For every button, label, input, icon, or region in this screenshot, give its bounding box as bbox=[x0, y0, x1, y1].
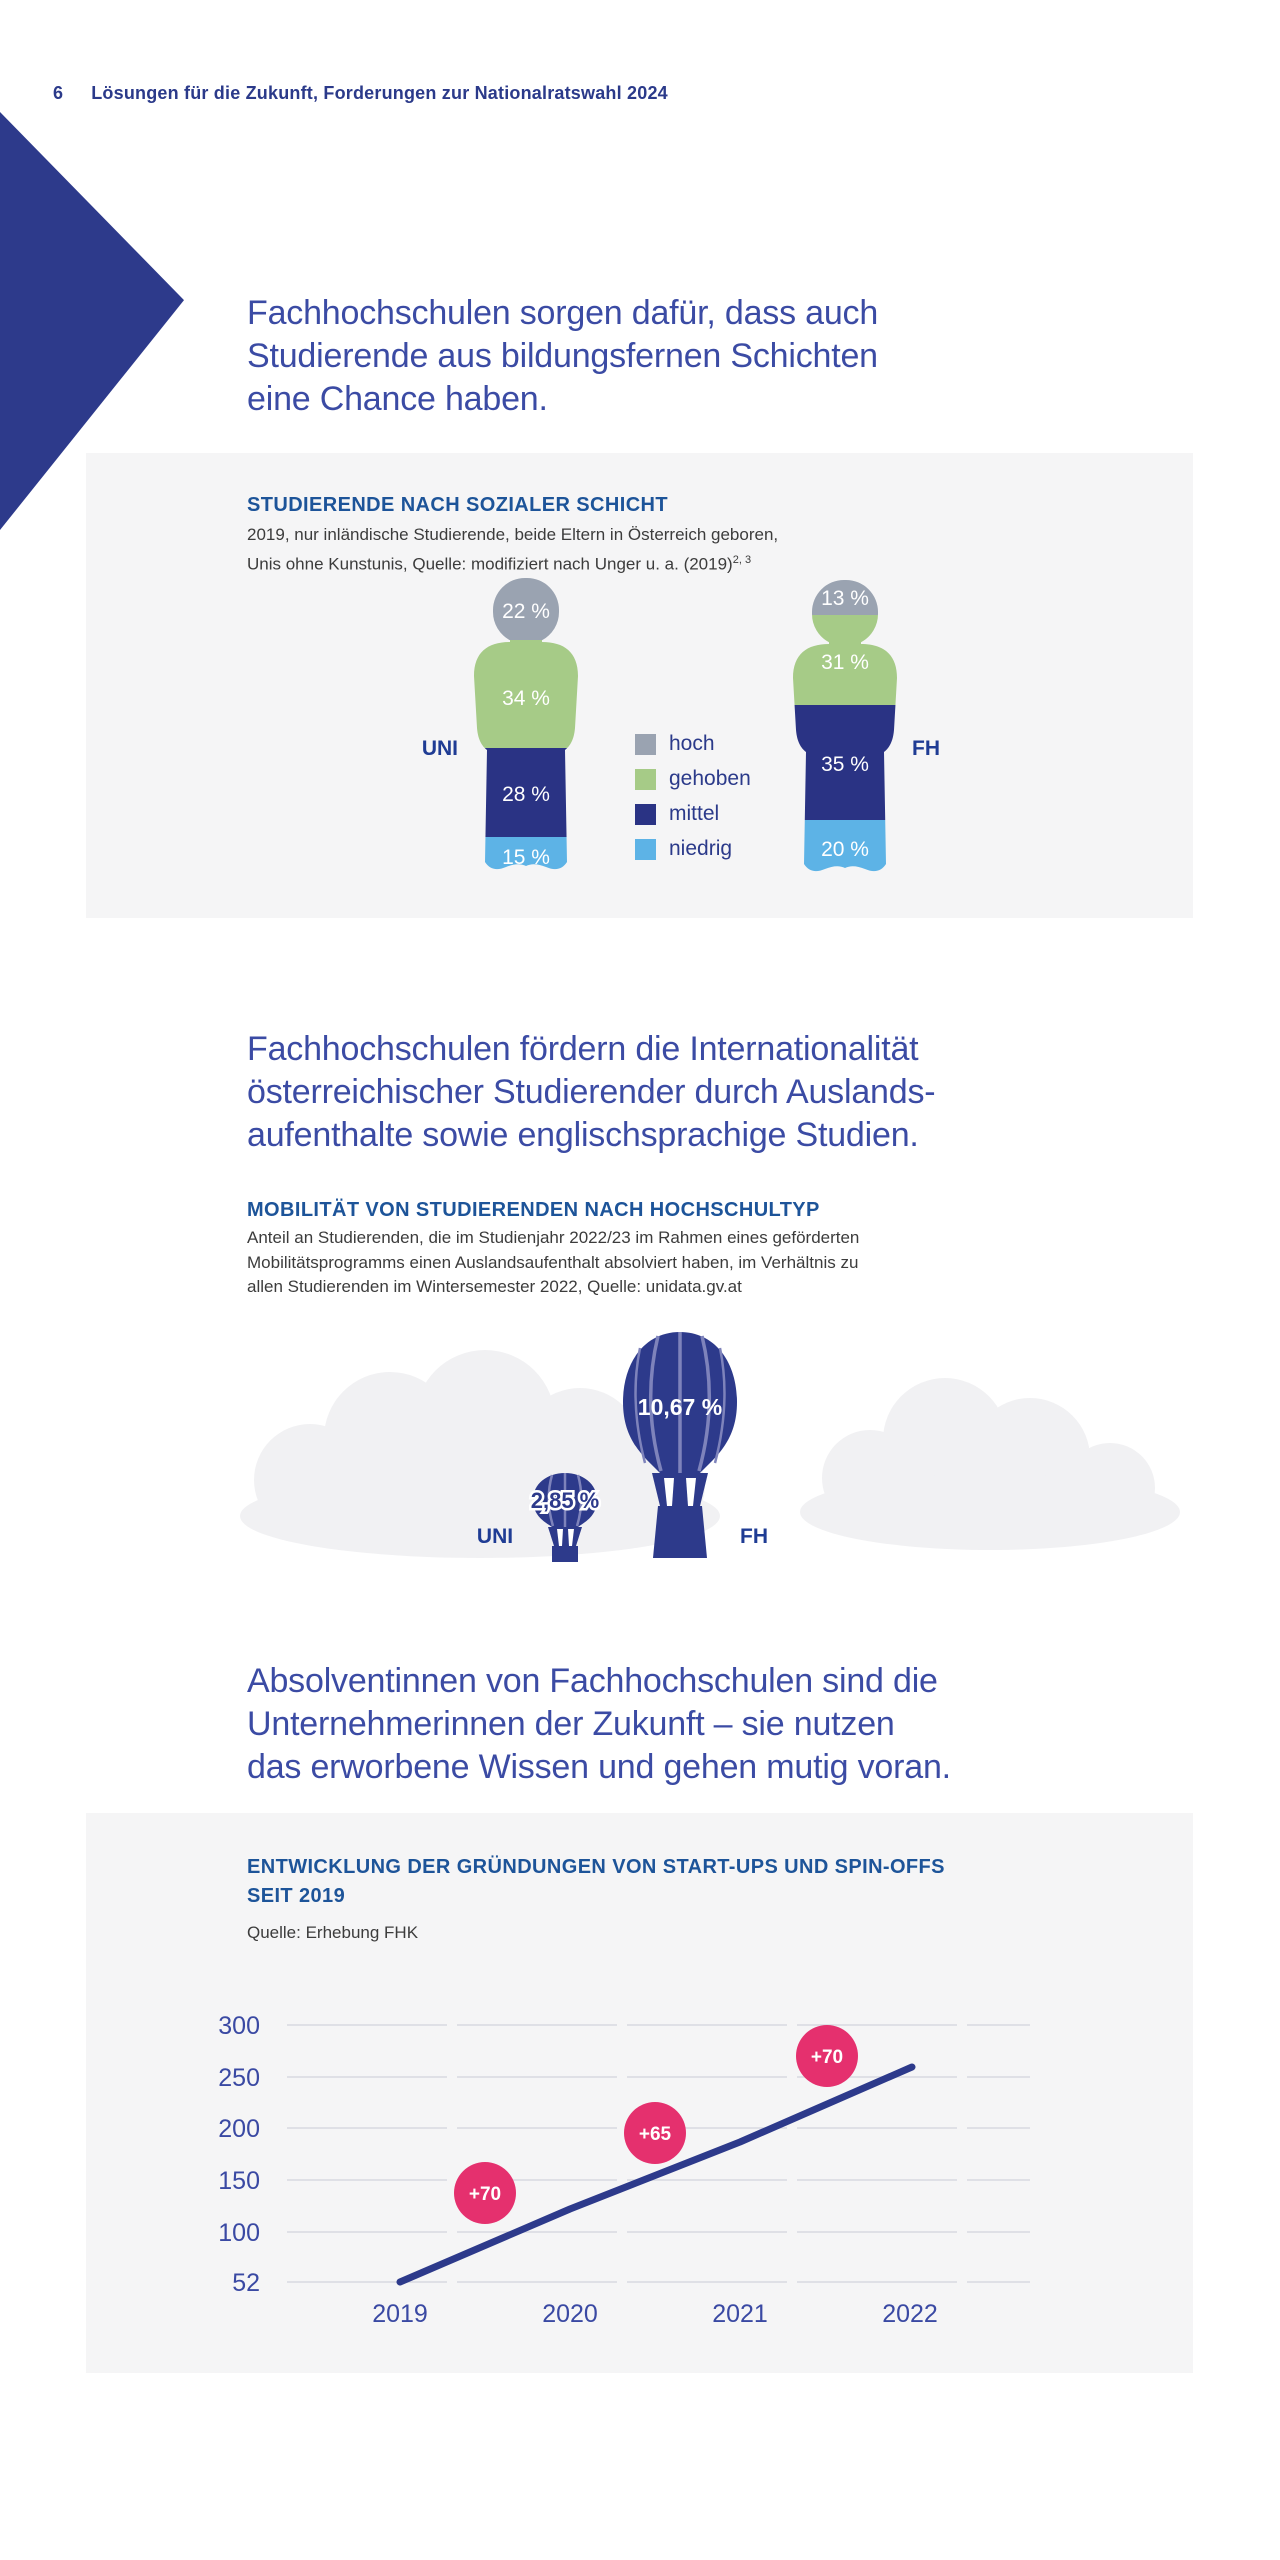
legend-label: gehoben bbox=[669, 767, 751, 790]
startup-chart-title bbox=[247, 1853, 945, 1911]
y-tick: 100 bbox=[218, 2219, 260, 2247]
legend-swatch-gehoben bbox=[635, 769, 656, 790]
heading-line: Absolventinnen von Fachhochschulen sind die bbox=[247, 1662, 938, 1700]
startup-line-chart bbox=[160, 2010, 1160, 2340]
legend-label: mittel bbox=[669, 802, 720, 825]
mobility-chart-subtitle bbox=[247, 1226, 859, 1300]
statement-heading-2 bbox=[247, 1028, 935, 1157]
legend-label: niedrig bbox=[669, 837, 733, 860]
legend-item-gehoben bbox=[635, 767, 751, 791]
title-line: SEIT 2019 bbox=[247, 1885, 346, 1907]
bubble-value: +65 bbox=[638, 2124, 672, 2145]
fh-balloon-value: 10,67 % bbox=[637, 1394, 723, 1420]
legend-swatch-mittel bbox=[635, 804, 656, 825]
legend-item-mittel bbox=[635, 802, 751, 826]
uni-balloon-label: UNI bbox=[476, 1525, 514, 1548]
bubble-value: +70 bbox=[810, 2047, 844, 2068]
social-chart-title: STUDIERENDE NACH SOZIALER SCHICHT bbox=[247, 494, 668, 516]
statement-heading-1 bbox=[247, 292, 878, 421]
social-chart-panel bbox=[86, 453, 1193, 918]
legend-swatch-niedrig bbox=[635, 839, 656, 860]
fh-segment-mittel-value: 35 % bbox=[821, 753, 869, 776]
heading-line: Studierende aus bildungsfernen Schichten bbox=[247, 337, 878, 375]
uni-group-label: UNI bbox=[421, 737, 458, 760]
uni-segment-hoch-value: 22 % bbox=[502, 600, 550, 623]
mobility-chart-title: MOBILITÄT VON STUDIERENDEN NACH HOCHSCHULTYP bbox=[247, 1199, 820, 1221]
title-line: ENTWICKLUNG DER GRÜNDUNGEN VON START-UPS UND SPIN-OFFS bbox=[247, 1856, 945, 1878]
startup-chart-subtitle: Quelle: Erhebung FHK bbox=[247, 1923, 419, 1942]
subtitle-line: allen Studierenden im Wintersemester 2022, Quelle: unidata.gv.at bbox=[247, 1277, 742, 1296]
heading-line: das erworbene Wissen und gehen mutig voran. bbox=[247, 1748, 951, 1786]
footnote-marker: 2, 3 bbox=[732, 553, 752, 566]
x-axis-labels bbox=[372, 2300, 938, 2328]
y-tick: 150 bbox=[218, 2167, 260, 2195]
delta-bubbles bbox=[454, 2025, 858, 2224]
x-tick: 2021 bbox=[712, 2300, 768, 2328]
heading-line: Fachhochschulen sorgen dafür, dass auch bbox=[247, 294, 879, 332]
social-chart-legend bbox=[635, 732, 751, 872]
x-tick: 2019 bbox=[372, 2300, 428, 2328]
subtitle-line: Unis ohne Kunstunis, Quelle: modifiziert nach Unger u. a. $(2019)^{2, 3}$ bbox=[247, 553, 752, 574]
fh-segment-niedrig-value: 20 % bbox=[821, 838, 869, 861]
social-chart-subtitle bbox=[247, 523, 778, 577]
cloud-right bbox=[800, 1378, 1180, 1550]
statement-heading-3 bbox=[247, 1660, 951, 1789]
legend-swatch-hoch bbox=[635, 734, 656, 755]
uni-segment-niedrig-value: 15 % bbox=[502, 846, 550, 869]
fh-group-label: FH bbox=[912, 737, 940, 760]
balloon-illustration bbox=[230, 1328, 1190, 1564]
fh-balloon-label: FH bbox=[740, 1525, 768, 1548]
fh-segment-hoch-value: 13 % bbox=[821, 587, 869, 610]
uni-person-figure bbox=[466, 578, 586, 878]
x-tick: 2020 bbox=[542, 2300, 598, 2328]
page-header bbox=[53, 83, 668, 104]
legend-label: hoch bbox=[669, 732, 715, 755]
heading-line: eine Chance haben. bbox=[247, 380, 548, 418]
x-tick: 2022 bbox=[882, 2300, 938, 2328]
subtitle-line: Mobilitätsprogramms einen Auslandsaufenthalt absolviert haben, im Verhältnis zu bbox=[247, 1252, 859, 1272]
y-tick: 200 bbox=[218, 2115, 260, 2143]
legend-item-niedrig bbox=[635, 837, 751, 861]
subtitle-line: Anteil an Studierenden, die im Studienjahr 2022/23 im Rahmen eines geförderten bbox=[247, 1228, 860, 1247]
uni-segment-gehoben-value: 34 % bbox=[502, 687, 550, 710]
heading-line: Fachhochschulen fördern die Internationalität bbox=[247, 1030, 919, 1068]
page-number: 6 bbox=[53, 83, 64, 103]
y-tick: 250 bbox=[218, 2064, 260, 2092]
heading-line: aufenthalte sowie englischsprachige Studien. bbox=[247, 1116, 919, 1154]
fh-person-figure bbox=[785, 580, 905, 880]
uni-balloon-value: 2,85 % bbox=[530, 1488, 600, 1513]
y-tick: 52 bbox=[232, 2269, 260, 2297]
bubble-value: +70 bbox=[468, 2184, 502, 2205]
y-axis-labels bbox=[218, 2012, 260, 2297]
uni-segment-mittel-value: 28 % bbox=[502, 783, 550, 806]
fh-segment-gehoben-value: 31 % bbox=[821, 651, 869, 674]
y-tick: 300 bbox=[218, 2012, 260, 2040]
page-header-title: Lösungen für die Zukunft, Forderungen zur Nationalratswahl 2024 bbox=[91, 83, 668, 103]
subtitle-line: 2019, nur inländische Studierende, beide Eltern in Österreich geboren, bbox=[247, 525, 779, 544]
heading-line: Unternehmerinnen der Zukunft – sie nutzen bbox=[247, 1705, 895, 1743]
legend-item-hoch bbox=[635, 732, 751, 756]
heading-line: österreichischer Studierender durch Auslands- bbox=[247, 1073, 936, 1111]
